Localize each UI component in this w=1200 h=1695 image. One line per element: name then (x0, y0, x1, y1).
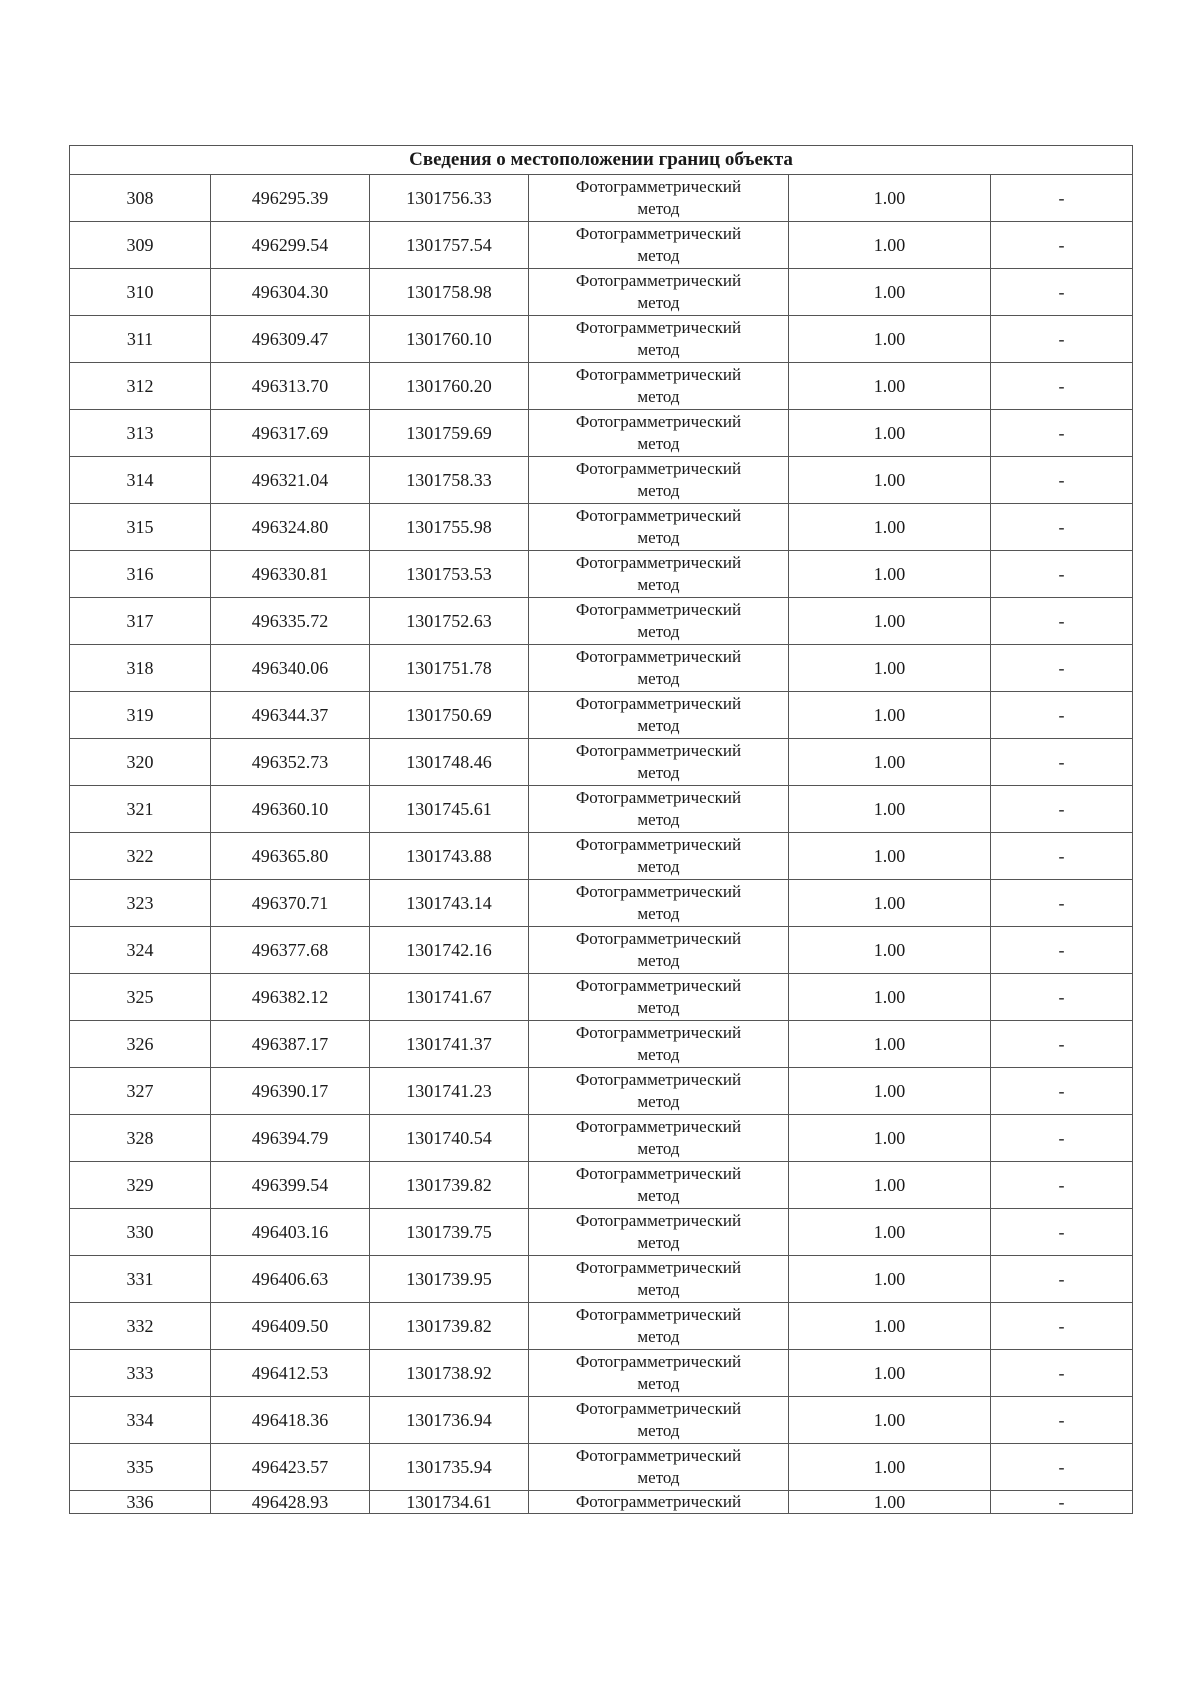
method-line-1: Фотограмметрический (575, 694, 742, 713)
cell-method (529, 786, 789, 833)
table-row (70, 927, 1133, 974)
cell-method (529, 1021, 789, 1068)
cell-method (529, 974, 789, 1021)
table-row (70, 1397, 1133, 1444)
table-row (70, 833, 1133, 880)
method-line-2: метод (637, 716, 680, 735)
method-line-2: метод (637, 1139, 680, 1158)
table-row (70, 269, 1133, 316)
boundary-coordinates-table (69, 145, 1133, 1514)
cell-method (529, 504, 789, 551)
cell-note: - (991, 927, 1133, 974)
cell-point-number: 315 (70, 504, 211, 551)
cell-note: - (991, 786, 1133, 833)
cell-point-number: 333 (70, 1350, 211, 1397)
cell-coordinate-y: 1301739.75 (370, 1209, 529, 1256)
cell-coordinate-x: 496394.79 (211, 1115, 370, 1162)
cell-note: - (991, 1491, 1133, 1514)
cell-method (529, 1209, 789, 1256)
cell-coordinate-x: 496390.17 (211, 1068, 370, 1115)
method-line-2: метод (637, 1092, 680, 1111)
cell-coordinate-y: 1301739.82 (370, 1303, 529, 1350)
cell-precision: 1.00 (789, 175, 991, 222)
cell-precision: 1.00 (789, 410, 991, 457)
table-row (70, 1115, 1133, 1162)
cell-note: - (991, 457, 1133, 504)
cell-coordinate-y: 1301750.69 (370, 692, 529, 739)
table-row (70, 1303, 1133, 1350)
cell-precision: 1.00 (789, 1162, 991, 1209)
cell-method (529, 598, 789, 645)
method-line-1: Фотограмметрический (575, 1164, 742, 1183)
method-line-1: Фотограмметрический (575, 1399, 742, 1418)
table-title: Сведения о местоположении границ объекта (70, 146, 1133, 175)
method-line-1: Фотограмметрический (575, 1492, 742, 1511)
cell-method (529, 1397, 789, 1444)
cell-coordinate-x: 496370.71 (211, 880, 370, 927)
table-row (70, 457, 1133, 504)
table-row (70, 1162, 1133, 1209)
cell-note: - (991, 645, 1133, 692)
method-line-1: Фотограмметрический (575, 788, 742, 807)
cell-method (529, 645, 789, 692)
table-row (70, 1021, 1133, 1068)
method-line-1: Фотограмметрический (575, 1305, 742, 1324)
table-body (70, 175, 1133, 1514)
table-row (70, 551, 1133, 598)
cell-point-number: 316 (70, 551, 211, 598)
cell-point-number: 328 (70, 1115, 211, 1162)
cell-coordinate-x: 496299.54 (211, 222, 370, 269)
cell-note: - (991, 551, 1133, 598)
cell-note: - (991, 222, 1133, 269)
cell-point-number: 309 (70, 222, 211, 269)
table-row (70, 175, 1133, 222)
cell-note: - (991, 1068, 1133, 1115)
cell-coordinate-y: 1301741.37 (370, 1021, 529, 1068)
cell-method (529, 363, 789, 410)
cell-precision: 1.00 (789, 316, 991, 363)
method-line-2: метод (637, 951, 680, 970)
method-line-1: Фотограмметрический (575, 365, 742, 384)
cell-precision: 1.00 (789, 786, 991, 833)
table-row (70, 974, 1133, 1021)
cell-coordinate-y: 1301753.53 (370, 551, 529, 598)
cell-method (529, 880, 789, 927)
method-line-2: метод (637, 481, 680, 500)
method-line-2: метод (637, 293, 680, 312)
cell-method (529, 1162, 789, 1209)
cell-note: - (991, 1162, 1133, 1209)
cell-point-number: 308 (70, 175, 211, 222)
cell-point-number: 325 (70, 974, 211, 1021)
cell-note: - (991, 1115, 1133, 1162)
cell-precision: 1.00 (789, 504, 991, 551)
cell-precision: 1.00 (789, 1256, 991, 1303)
method-line-2: метод (637, 434, 680, 453)
cell-coordinate-y: 1301736.94 (370, 1397, 529, 1444)
cell-point-number: 322 (70, 833, 211, 880)
method-line-1: Фотограмметрический (575, 882, 742, 901)
cell-precision: 1.00 (789, 1397, 991, 1444)
cell-note: - (991, 504, 1133, 551)
cell-coordinate-y: 1301758.98 (370, 269, 529, 316)
table-row (70, 504, 1133, 551)
cell-method (529, 692, 789, 739)
cell-coordinate-x: 496377.68 (211, 927, 370, 974)
method-line-2: метод (637, 857, 680, 876)
cell-method (529, 1350, 789, 1397)
method-line-2: метод (637, 340, 680, 359)
cell-coordinate-x: 496423.57 (211, 1444, 370, 1491)
cell-method (529, 410, 789, 457)
cell-precision: 1.00 (789, 269, 991, 316)
cell-point-number: 318 (70, 645, 211, 692)
table-row (70, 1444, 1133, 1491)
cell-method (529, 1491, 789, 1514)
table-row (70, 692, 1133, 739)
method-line-2: метод (637, 1421, 680, 1440)
cell-coordinate-y: 1301760.10 (370, 316, 529, 363)
cell-coordinate-x: 496317.69 (211, 410, 370, 457)
cell-method (529, 1303, 789, 1350)
cell-note: - (991, 1397, 1133, 1444)
cell-point-number: 329 (70, 1162, 211, 1209)
method-line-2: метод (637, 669, 680, 688)
cell-note: - (991, 269, 1133, 316)
cell-method (529, 316, 789, 363)
cell-precision: 1.00 (789, 645, 991, 692)
table-row (70, 1350, 1133, 1397)
method-line-2: метод (637, 1045, 680, 1064)
method-line-1: Фотограмметрический (575, 741, 742, 760)
cell-coordinate-x: 496352.73 (211, 739, 370, 786)
method-line-1: Фотограмметрический (575, 929, 742, 948)
table-row (70, 316, 1133, 363)
cell-coordinate-y: 1301758.33 (370, 457, 529, 504)
cell-coordinate-x: 496360.10 (211, 786, 370, 833)
table-row (70, 222, 1133, 269)
method-line-1: Фотограмметрический (575, 1023, 742, 1042)
method-line-2: метод (637, 810, 680, 829)
cell-precision: 1.00 (789, 551, 991, 598)
cell-point-number: 313 (70, 410, 211, 457)
method-line-1: Фотограмметрический (575, 553, 742, 572)
cell-point-number: 312 (70, 363, 211, 410)
cell-method (529, 1256, 789, 1303)
method-line-2: метод (637, 904, 680, 923)
table-row (70, 786, 1133, 833)
cell-coordinate-y: 1301757.54 (370, 222, 529, 269)
cell-note: - (991, 1444, 1133, 1491)
cell-method (529, 833, 789, 880)
method-line-2: метод (637, 199, 680, 218)
cell-precision: 1.00 (789, 927, 991, 974)
cell-coordinate-x: 496324.80 (211, 504, 370, 551)
cell-coordinate-y: 1301735.94 (370, 1444, 529, 1491)
cell-coordinate-y: 1301742.16 (370, 927, 529, 974)
cell-note: - (991, 1021, 1133, 1068)
cell-coordinate-y: 1301743.14 (370, 880, 529, 927)
cell-precision: 1.00 (789, 457, 991, 504)
cell-point-number: 334 (70, 1397, 211, 1444)
cell-method (529, 1068, 789, 1115)
method-line-1: Фотограмметрический (575, 976, 742, 995)
method-line-1: Фотограмметрический (575, 224, 742, 243)
cell-coordinate-y: 1301751.78 (370, 645, 529, 692)
cell-coordinate-x: 496304.30 (211, 269, 370, 316)
cell-point-number: 327 (70, 1068, 211, 1115)
cell-point-number: 319 (70, 692, 211, 739)
method-line-1: Фотограмметрический (575, 1352, 742, 1371)
cell-method (529, 739, 789, 786)
cell-coordinate-y: 1301741.23 (370, 1068, 529, 1115)
method-line-2: метод (637, 1280, 680, 1299)
cell-precision: 1.00 (789, 1303, 991, 1350)
cell-note: - (991, 410, 1133, 457)
cell-note: - (991, 880, 1133, 927)
cell-coordinate-x: 496409.50 (211, 1303, 370, 1350)
table-row (70, 1491, 1133, 1514)
cell-coordinate-x: 496412.53 (211, 1350, 370, 1397)
cell-method (529, 1444, 789, 1491)
cell-coordinate-x: 496340.06 (211, 645, 370, 692)
cell-note: - (991, 1350, 1133, 1397)
cell-precision: 1.00 (789, 222, 991, 269)
cell-precision: 1.00 (789, 1491, 991, 1514)
table-title-row (70, 146, 1133, 175)
table-row (70, 1256, 1133, 1303)
cell-coordinate-x: 496335.72 (211, 598, 370, 645)
method-line-1: Фотограмметрический (575, 412, 742, 431)
cell-coordinate-y: 1301739.82 (370, 1162, 529, 1209)
cell-coordinate-y: 1301752.63 (370, 598, 529, 645)
method-line-1: Фотограмметрический (575, 271, 742, 290)
cell-coordinate-x: 496321.04 (211, 457, 370, 504)
cell-note: - (991, 692, 1133, 739)
cell-precision: 1.00 (789, 363, 991, 410)
cell-coordinate-x: 496330.81 (211, 551, 370, 598)
method-line-2: метод (637, 998, 680, 1017)
cell-precision: 1.00 (789, 833, 991, 880)
cell-method (529, 457, 789, 504)
method-line-1: Фотограмметрический (575, 1117, 742, 1136)
cell-note: - (991, 974, 1133, 1021)
cell-point-number: 335 (70, 1444, 211, 1491)
cell-coordinate-x: 496295.39 (211, 175, 370, 222)
method-line-1: Фотограмметрический (575, 459, 742, 478)
method-line-2: метод (637, 1468, 680, 1487)
cell-precision: 1.00 (789, 1021, 991, 1068)
method-line-2: метод (637, 575, 680, 594)
method-line-1: Фотограмметрический (575, 647, 742, 666)
cell-coordinate-x: 496406.63 (211, 1256, 370, 1303)
cell-point-number: 314 (70, 457, 211, 504)
table-row (70, 598, 1133, 645)
cell-point-number: 311 (70, 316, 211, 363)
table-row (70, 645, 1133, 692)
cell-note: - (991, 1256, 1133, 1303)
cell-point-number: 310 (70, 269, 211, 316)
cell-method (529, 269, 789, 316)
method-line-2: метод (637, 387, 680, 406)
cell-coordinate-y: 1301745.61 (370, 786, 529, 833)
table-row (70, 410, 1133, 457)
cell-precision: 1.00 (789, 1068, 991, 1115)
cell-point-number: 323 (70, 880, 211, 927)
cell-coordinate-y: 1301739.95 (370, 1256, 529, 1303)
cell-point-number: 331 (70, 1256, 211, 1303)
cell-method (529, 551, 789, 598)
cell-coordinate-y: 1301743.88 (370, 833, 529, 880)
cell-precision: 1.00 (789, 1350, 991, 1397)
cell-point-number: 332 (70, 1303, 211, 1350)
cell-precision: 1.00 (789, 598, 991, 645)
cell-coordinate-x: 496344.37 (211, 692, 370, 739)
table-row (70, 1209, 1133, 1256)
table-row (70, 363, 1133, 410)
cell-coordinate-x: 496309.47 (211, 316, 370, 363)
cell-note: - (991, 1303, 1133, 1350)
method-line-2: метод (637, 1186, 680, 1205)
cell-coordinate-y: 1301760.20 (370, 363, 529, 410)
cell-coordinate-y: 1301759.69 (370, 410, 529, 457)
cell-note: - (991, 316, 1133, 363)
method-line-1: Фотограмметрический (575, 835, 742, 854)
cell-point-number: 317 (70, 598, 211, 645)
cell-note: - (991, 739, 1133, 786)
method-line-2: метод (637, 246, 680, 265)
method-line-1: Фотограмметрический (575, 506, 742, 525)
cell-method (529, 175, 789, 222)
cell-coordinate-x: 496387.17 (211, 1021, 370, 1068)
cell-coordinate-x: 496418.36 (211, 1397, 370, 1444)
cell-note: - (991, 363, 1133, 410)
cell-point-number: 326 (70, 1021, 211, 1068)
method-line-1: Фотограмметрический (575, 177, 742, 196)
method-line-1: Фотограмметрический (575, 600, 742, 619)
cell-point-number: 330 (70, 1209, 211, 1256)
method-line-2: метод (637, 622, 680, 641)
table-row (70, 1068, 1133, 1115)
cell-point-number: 321 (70, 786, 211, 833)
table-row (70, 739, 1133, 786)
method-line-1: Фотограмметрический (575, 1258, 742, 1277)
method-line-2: метод (637, 1233, 680, 1252)
method-line-2: метод (637, 1327, 680, 1346)
cell-method (529, 222, 789, 269)
method-line-1: Фотограмметрический (575, 1446, 742, 1465)
cell-precision: 1.00 (789, 739, 991, 786)
cell-point-number: 324 (70, 927, 211, 974)
table-row (70, 880, 1133, 927)
cell-precision: 1.00 (789, 974, 991, 1021)
cell-coordinate-y: 1301740.54 (370, 1115, 529, 1162)
method-line-1: Фотограмметрический (575, 1070, 742, 1089)
cell-coordinate-x: 496365.80 (211, 833, 370, 880)
method-line-1: Фотограмметрический (575, 1211, 742, 1230)
cell-coordinate-y: 1301755.98 (370, 504, 529, 551)
cell-note: - (991, 598, 1133, 645)
cell-method (529, 927, 789, 974)
method-line-2: метод (637, 1374, 680, 1393)
method-line-2: метод (637, 763, 680, 782)
cell-coordinate-y: 1301748.46 (370, 739, 529, 786)
cell-coordinate-x: 496403.16 (211, 1209, 370, 1256)
cell-precision: 1.00 (789, 1115, 991, 1162)
method-line-1: Фотограмметрический (575, 318, 742, 337)
cell-note: - (991, 1209, 1133, 1256)
cell-note: - (991, 833, 1133, 880)
cell-point-number: 320 (70, 739, 211, 786)
cell-precision: 1.00 (789, 1209, 991, 1256)
cell-precision: 1.00 (789, 692, 991, 739)
cell-precision: 1.00 (789, 1444, 991, 1491)
cell-method (529, 1115, 789, 1162)
cell-point-number: 336 (70, 1491, 211, 1514)
method-line-2: метод (637, 528, 680, 547)
cell-precision: 1.00 (789, 880, 991, 927)
cell-coordinate-x: 496313.70 (211, 363, 370, 410)
cell-coordinate-x: 496382.12 (211, 974, 370, 1021)
cell-coordinate-x: 496428.93 (211, 1491, 370, 1514)
cell-coordinate-y: 1301734.61 (370, 1491, 529, 1514)
cell-coordinate-y: 1301741.67 (370, 974, 529, 1021)
cell-coordinate-y: 1301738.92 (370, 1350, 529, 1397)
cell-coordinate-x: 496399.54 (211, 1162, 370, 1209)
cell-note: - (991, 175, 1133, 222)
cell-coordinate-y: 1301756.33 (370, 175, 529, 222)
